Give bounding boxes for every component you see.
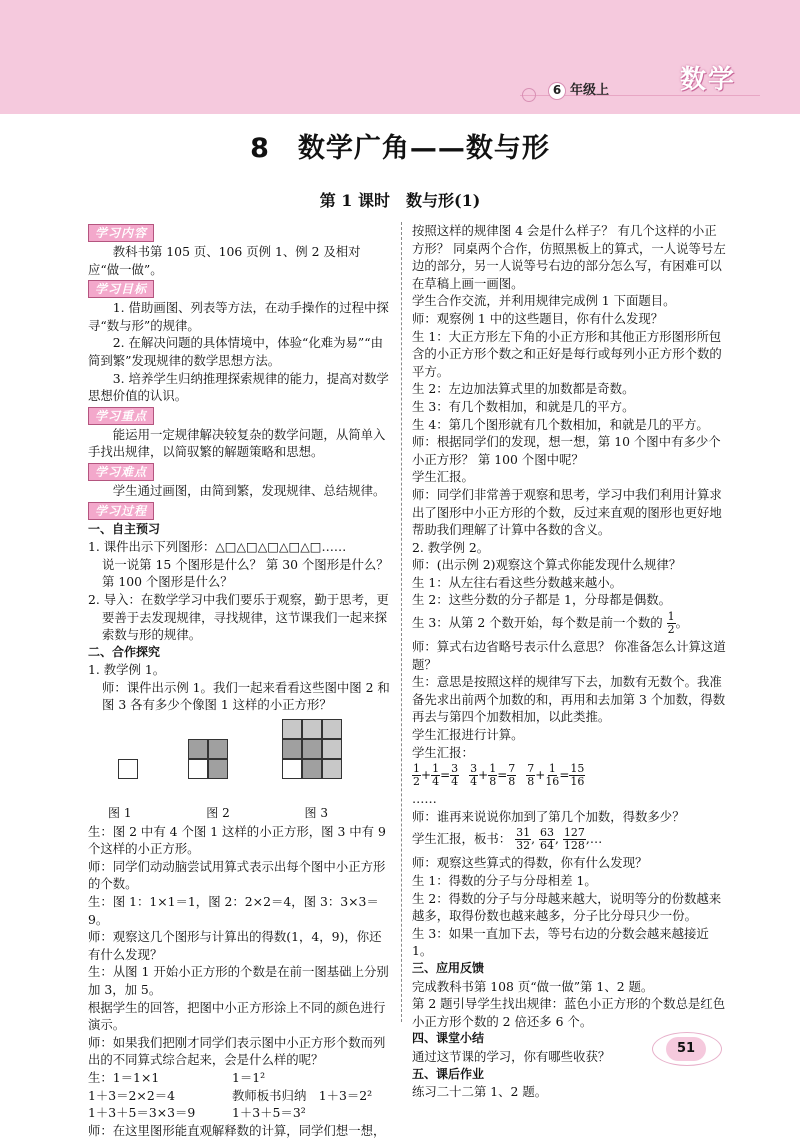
paragraph: 生 2：左边加法算式里的加数都是奇数。 bbox=[412, 381, 635, 397]
equation-row bbox=[88, 1104, 390, 1122]
paragraph: 生 4：第几个图形就有几个数相加，和就是几的平方。 bbox=[412, 416, 709, 432]
left-column bbox=[88, 222, 390, 1139]
fraction bbox=[412, 763, 421, 788]
paragraph: 练习二十二第 1、2 题。 bbox=[412, 1084, 548, 1100]
paragraph: 第 2 题引导学生找出规律：蓝色小正方形的个数总是红色小正方形个数的 2 倍还多 6 个。 bbox=[412, 996, 726, 1029]
paragraph: 师：同学们非常善于观察和思考，学习中我们利用计算求出了图形中小正方形的个数，反过来直观的图形也更好地帮助我们理解了计算中各数的含义。 bbox=[412, 486, 722, 538]
fraction bbox=[431, 763, 440, 788]
paragraph: 生 3：如果一直加下去，等号右边的分数会越来越接近 1。 bbox=[412, 925, 709, 959]
paragraph bbox=[412, 611, 728, 636]
figure-caption: 图 2 bbox=[206, 806, 230, 821]
fraction-equation: $\frac{7}{8}$ + $\frac{1}{16}$ = $\frac{15}{16}$ bbox=[527, 762, 585, 789]
denominator: 8 bbox=[508, 775, 516, 789]
paragraph-text: 学生汇报，板书： bbox=[412, 831, 512, 847]
paragraph: 师：同学们动动脑尝试用算式表示出每个图中小正方形的个数。 bbox=[88, 858, 386, 892]
equation-row bbox=[88, 1069, 390, 1087]
grade-label bbox=[548, 82, 609, 100]
paragraph: 生 3：有几个数相加，和就是几的平方。 bbox=[412, 398, 635, 414]
paragraph: 1. 教学例 1。 bbox=[88, 662, 166, 678]
section-heading: 三、应用反馈 bbox=[412, 960, 485, 975]
fraction bbox=[569, 763, 585, 788]
numerator: 3 bbox=[451, 762, 459, 776]
fraction bbox=[488, 763, 497, 788]
fraction bbox=[450, 763, 459, 788]
chapter-title: 8 数学广角——数与形 bbox=[250, 133, 550, 164]
paragraph: 师：观察这几个图形与计算出的得数(1，4，9)，你还有什么发现？ bbox=[88, 929, 382, 962]
paragraph: 师：如果我们把刚才同学们表示图中小正方形个数而列出的不同算式综合起来，会是什么样的呢？ bbox=[88, 1034, 386, 1068]
paragraph: 生：从图 1 开始小正方形的个数是在前一图基础上分别加 3，加 5。 bbox=[88, 964, 389, 997]
small-square bbox=[118, 759, 138, 779]
equation: 1＋3＋5＝3×3＝9 bbox=[88, 1105, 196, 1121]
numerator: 1 bbox=[667, 610, 675, 624]
paragraph-text: 。 bbox=[675, 615, 688, 631]
denominator: 8 bbox=[489, 775, 497, 789]
small-square bbox=[188, 739, 208, 759]
section-heading: 一、自主预习 bbox=[88, 521, 161, 536]
paragraph: 师：观察这些算式的得数，你有什么发现？ bbox=[412, 855, 648, 871]
paragraph: 通过这节课的学习，你有哪些收获？ bbox=[412, 1048, 611, 1064]
figure-captions bbox=[88, 805, 328, 823]
paragraph: 师：在这里图形能直观解释数的计算，同学们想一想， bbox=[88, 1122, 386, 1138]
page-number: 51 bbox=[666, 1037, 706, 1061]
fraction bbox=[667, 611, 676, 636]
section-tag-difficulty: 学习难点 bbox=[88, 463, 154, 481]
fraction-equation: $\frac{3}{4}$ + $\frac{1}{8}$ = $\frac{7}{8}$ bbox=[470, 762, 516, 789]
paragraph: 根据学生的回答，把图中小正方形涂上不同的颜色进行演示。 bbox=[88, 999, 386, 1033]
numerator: 1 bbox=[432, 762, 440, 776]
header-band bbox=[0, 0, 800, 114]
numerator: 1 bbox=[489, 762, 497, 776]
lesson-title: 第 1 课时 数与形(1) bbox=[319, 191, 481, 210]
small-square bbox=[282, 759, 302, 779]
fraction bbox=[526, 763, 535, 788]
denominator: 4 bbox=[470, 775, 478, 789]
section-tag-content: 学习内容 bbox=[88, 224, 154, 242]
denominator: 8 bbox=[527, 775, 535, 789]
denominator: 2 bbox=[667, 623, 675, 637]
equation: 教师板书归纳 1＋3＝2² bbox=[232, 1087, 373, 1103]
figure-caption: 图 3 bbox=[304, 806, 328, 821]
paragraph: 生 1：大正方形左下角的小正方形和其他正方形图形所包含的小正方形个数之和正好是每行或每列小正方形个数的平方。 bbox=[412, 328, 722, 379]
equation: 1＋3＋5＝3² bbox=[232, 1105, 306, 1121]
square-figures bbox=[88, 717, 390, 805]
small-square bbox=[302, 759, 322, 779]
section-tag-goals: 学习目标 bbox=[88, 280, 154, 298]
equation-block bbox=[88, 1069, 390, 1122]
small-square bbox=[302, 719, 322, 739]
equation: 1＋3＝2×2＝4 bbox=[88, 1087, 175, 1103]
small-square bbox=[208, 759, 228, 779]
numerator: 1 bbox=[548, 762, 556, 776]
paragraph: 生：意思是按照这样的规律写下去，加数有无数个。我准备先求出前两个加数的和，再用和去加第 3 个加数，得数再去与第四个加数相加，以此类推。 bbox=[412, 674, 726, 725]
figure-caption: 图 1 bbox=[108, 806, 132, 821]
section-heading: 四、课堂小结 bbox=[412, 1031, 485, 1046]
paragraph: 说一说第 15 个图形是什么？ 第 30 个图形是什么？第 100 个图形是什么？ bbox=[102, 556, 389, 590]
paragraph: 学生合作交流，并利用规律完成例 1 下面题目。 bbox=[412, 293, 676, 309]
difficulty-text: 学生通过画图，由简到繁，发现规律、总结规律。 bbox=[112, 482, 386, 498]
small-square bbox=[322, 759, 342, 779]
fraction bbox=[515, 827, 531, 852]
numerator: 7 bbox=[508, 762, 516, 776]
fraction bbox=[469, 763, 478, 788]
paragraph: 生 1：得数的分子与分母相差 1。 bbox=[412, 873, 597, 888]
paragraph: 1. 课件出示下列图形：△□△□△□△□△□…… bbox=[88, 539, 347, 555]
denominator: 128 bbox=[563, 839, 585, 853]
paragraph: 师：谁再来说说你加到了第几个加数，得数多少？ bbox=[412, 808, 685, 824]
small-square bbox=[322, 719, 342, 739]
fraction-equations bbox=[412, 763, 728, 788]
numerator: 7 bbox=[527, 762, 535, 776]
denominator: 32 bbox=[516, 839, 531, 853]
small-square bbox=[322, 739, 342, 759]
right-column bbox=[412, 222, 728, 1101]
fraction bbox=[545, 763, 559, 788]
denominator: 4 bbox=[432, 775, 440, 789]
numerator: 63 bbox=[539, 826, 554, 840]
paragraph: 2. 导入：在数学学习中我们要乐于观察，勤于思考，更要善于去发现规律，寻找规律，这节课我们一起来探索数与形的规律。 bbox=[88, 591, 389, 643]
paragraph: 学生汇报。 bbox=[412, 469, 474, 485]
goal-item: 2. 在解决问题的具体情境中，体验“化难为易”“由简到繁”发现规律的数学思想方法。 bbox=[88, 335, 383, 368]
column-divider bbox=[401, 222, 402, 1022]
fraction bbox=[539, 827, 555, 852]
fraction-equation: $\frac{1}{2}$ + $\frac{1}{4}$ = $\frac{3}{4}$ bbox=[413, 762, 459, 789]
small-square bbox=[282, 739, 302, 759]
paragraph: 生 1：从左往右看这些分数越来越小。 bbox=[412, 574, 623, 590]
paragraph: 师：根据同学们的发现，想一想，第 10 个图中有多少个小正方形？ 第 100 个图中呢？ bbox=[412, 434, 721, 467]
paragraph: 按照这样的规律图 4 会是什么样子？ 有几个这样的小正方形？ 同桌两个合作，仿照黑板上的算式，一人说等号左边的部分，另一人说等号右边的部分怎么写，有困难可以在草稿上画一画图。 bbox=[412, 223, 726, 291]
paragraph: 生：图 2 中有 4 个图 1 这样的小正方形，图 3 中有 9 个这样的小正方形。 bbox=[88, 823, 386, 857]
paragraph-text: … bbox=[589, 831, 603, 847]
grade-number: 6 bbox=[548, 82, 566, 100]
section-tag-key: 学习重点 bbox=[88, 407, 154, 425]
denominator: 16 bbox=[545, 775, 560, 789]
equation: 生：1＝1×1 bbox=[88, 1069, 160, 1085]
denominator: 2 bbox=[413, 775, 420, 789]
equation: 1＝1² bbox=[232, 1069, 266, 1085]
denominator: 16 bbox=[570, 775, 585, 789]
key-text: 能运用一定规律解决较复杂的数学问题，从简单入手找出规律，以简驭繁的解题策略和思想。 bbox=[88, 426, 386, 460]
denominator: 4 bbox=[451, 775, 459, 789]
fraction bbox=[563, 827, 586, 852]
paragraph: 生：图 1：1×1＝1，图 2：2×2＝4，图 3：3×3＝9。 bbox=[88, 894, 379, 927]
fraction bbox=[507, 763, 516, 788]
paragraph: 生 2：得数的分子与分母越来越大，说明等分的份数越来越多，取得份数也越来越多，分子比分母只少一份。 bbox=[412, 890, 722, 924]
goal-item: 1. 借助画图、列表等方法，在动手操作的过程中探寻“数与形”的规律。 bbox=[88, 300, 389, 333]
paragraph: 学生汇报，板书： $\frac{31}{32}$ , $\frac{63}{64}$ , $\frac{127}{128}$ ,… bbox=[412, 826, 603, 853]
numerator: 3 bbox=[470, 762, 478, 776]
small-square bbox=[302, 739, 322, 759]
denominator: 64 bbox=[539, 839, 554, 853]
paragraph: 师：课件出示例 1。我们一起来看看这些图中图 2 和图 3 各有多少个像图 1 这样的小正方形？ bbox=[102, 679, 390, 713]
section-heading: 二、合作探究 bbox=[88, 644, 161, 659]
ellipsis: …… bbox=[412, 791, 437, 807]
numerator: 1 bbox=[413, 762, 420, 776]
subject-logo: 数学 bbox=[680, 65, 737, 95]
paragraph: 完成教科书第 108 页“做一做”第 1、2 题。 bbox=[412, 978, 654, 994]
grade-text: 年级上 bbox=[570, 83, 610, 99]
small-square bbox=[208, 739, 228, 759]
paragraph: 师：算式右边省略号表示什么意思？ 你准备怎么计算这道题？ bbox=[412, 639, 726, 672]
numerator: 15 bbox=[570, 762, 585, 776]
equation-row bbox=[88, 1087, 390, 1105]
decorative-circle-icon bbox=[522, 88, 536, 102]
paragraph-text: 生 3：从第 2 个数开始，每个数是前一个数的 bbox=[412, 615, 663, 631]
paragraph: 学生汇报进行计算。 bbox=[412, 727, 524, 743]
paragraph: 师：观察例 1 中的这些题目，你有什么发现？ bbox=[412, 310, 664, 326]
paragraph: 师：(出示例 2)观察这个算式你能发现什么规律？ bbox=[412, 557, 682, 573]
small-square bbox=[282, 719, 302, 739]
small-square bbox=[188, 759, 208, 779]
paragraph: 学生汇报： bbox=[412, 744, 474, 760]
section-tag-process: 学习过程 bbox=[88, 502, 154, 520]
paragraph: 2. 教学例 2。 bbox=[412, 539, 490, 555]
section-heading: 五、课后作业 bbox=[412, 1066, 485, 1081]
goal-item: 3. 培养学生归纳推理探索规律的能力，提高对数学思想价值的认识。 bbox=[88, 370, 389, 404]
numerator: 127 bbox=[563, 826, 585, 840]
numerator: 31 bbox=[516, 826, 531, 840]
paragraph: 生 2：这些分数的分子都是 1，分母都是偶数。 bbox=[412, 592, 672, 608]
content-text: 教科书第 105 页、106 页例 1、例 2 及相对应“做一做”。 bbox=[88, 244, 361, 277]
